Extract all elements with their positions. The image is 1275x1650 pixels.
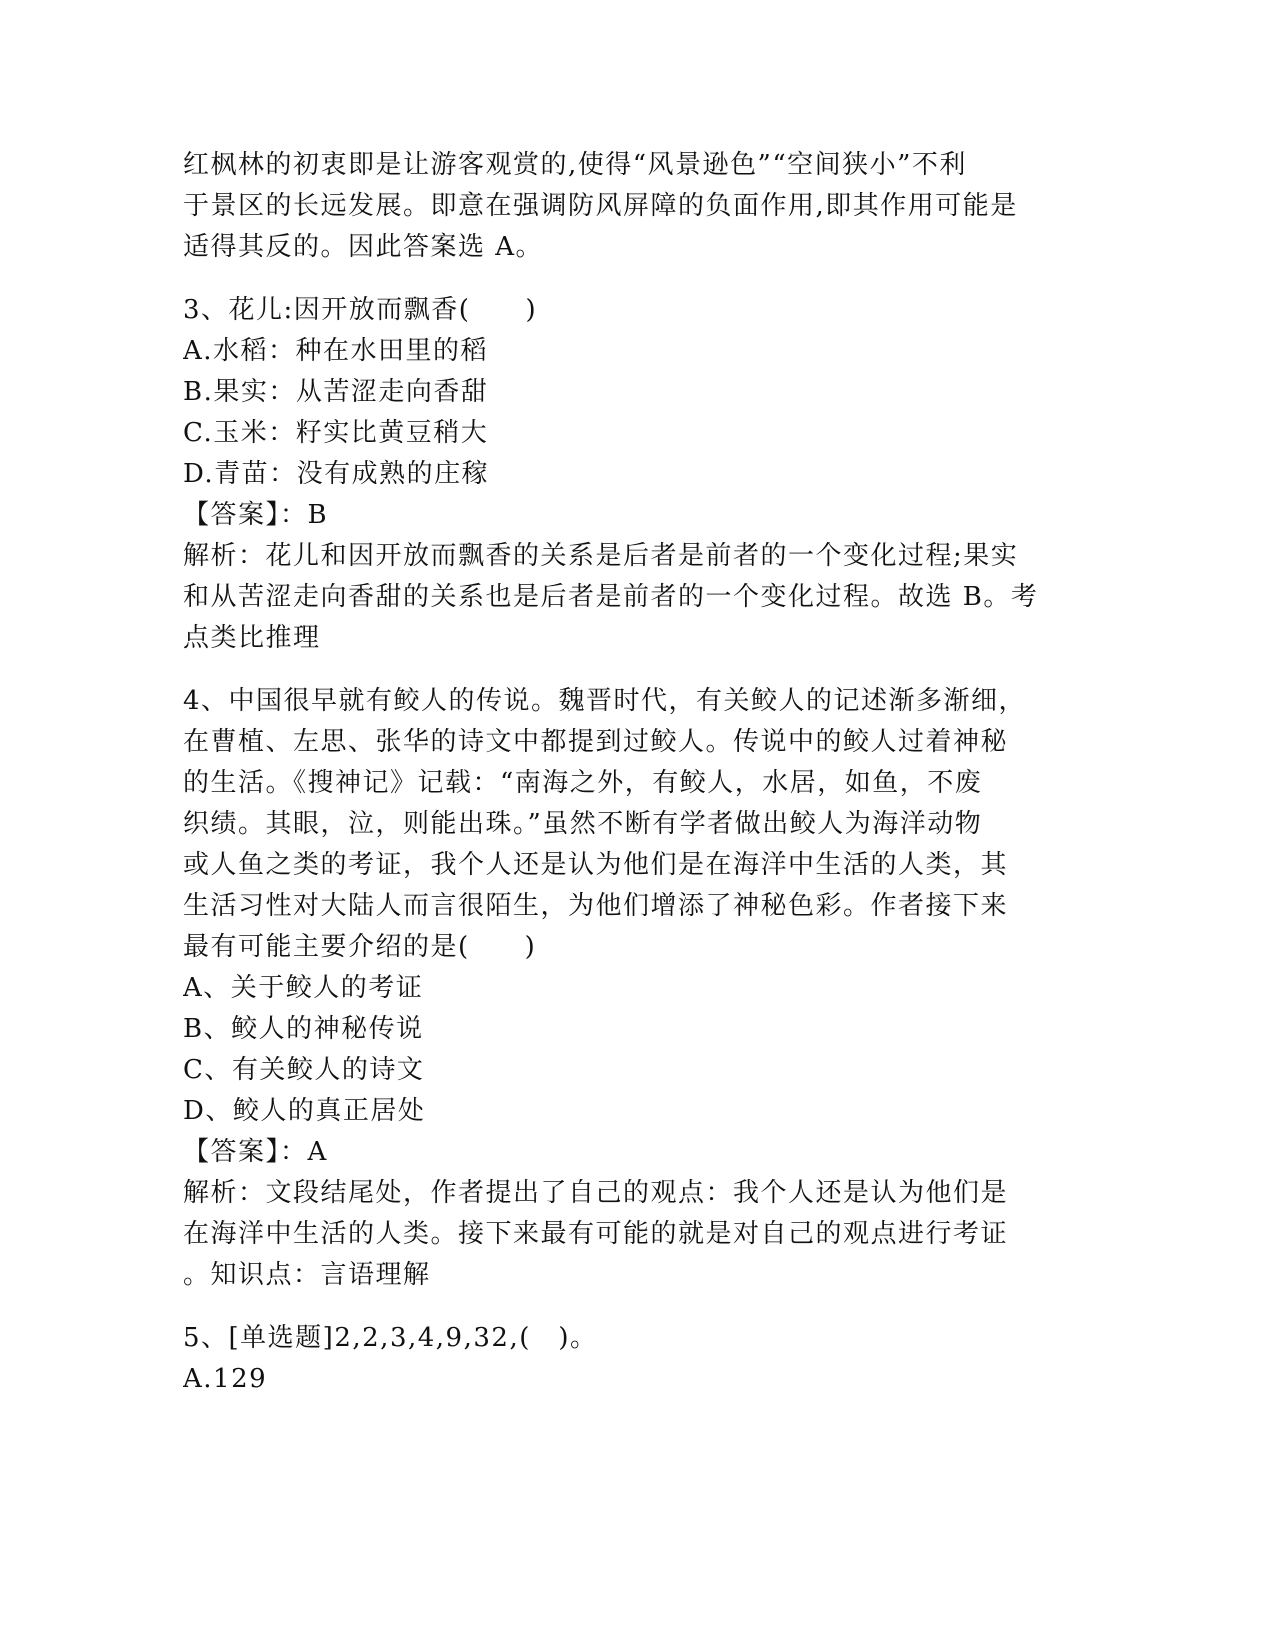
option-a: A.水稻：种在水田里的稻	[183, 336, 489, 366]
question-4	[183, 681, 1063, 1296]
option-a: A.129	[183, 1364, 268, 1394]
question-5	[183, 1318, 1063, 1400]
question-stem-line: 4、中国很早就有鲛人的传说。魏晋时代，有关鲛人的记述渐多渐细，	[183, 686, 1027, 716]
intro-explanation	[183, 145, 1063, 268]
option-b: B.果实：从苦涩走向香甜	[183, 377, 489, 407]
analysis-line: 在海洋中生活的人类。接下来最有可能的就是对自己的观点进行考证	[183, 1219, 1009, 1249]
option-c: C、有关鲛人的诗文	[183, 1055, 425, 1085]
question-stem-line: 最有可能主要介绍的是( )	[183, 932, 537, 962]
analysis-line: 解析：文段结尾处，作者提出了自己的观点：我个人还是认为他们是	[183, 1178, 1009, 1208]
question-3	[183, 290, 1063, 659]
question-stem: 5、[单选题]2,2,3,4,9,32,( )。	[183, 1323, 598, 1353]
analysis-line: 和从苦涩走向香甜的关系也是后者是前者的一个变化过程。故选 B。考	[183, 582, 1039, 612]
option-d: D.青苗：没有成熟的庄稼	[183, 459, 490, 489]
answer-line: 【答案】：A	[183, 1137, 328, 1167]
analysis-line: 点类比推理	[183, 623, 321, 653]
paragraph-line: 于景区的长远发展。即意在强调防风屏障的负面作用,即其作用可能是	[183, 191, 1018, 221]
option-b: B、鲛人的神秘传说	[183, 1014, 424, 1044]
question-stem-line: 在曹植、左思、张华的诗文中都提到过鲛人。传说中的鲛人过着神秘	[183, 727, 1009, 757]
answer-line: 【答案】：B	[183, 500, 329, 530]
question-stem-line: 或人鱼之类的考证，我个人还是认为他们是在海洋中生活的人类，其	[183, 850, 1009, 880]
analysis-line: 解析：花儿和因开放而飘香的关系是后者是前者的一个变化过程;果实	[183, 541, 1019, 571]
document-content	[183, 145, 1063, 1400]
option-a: A、关于鲛人的考证	[183, 973, 424, 1003]
option-c: C.玉米：籽实比黄豆稍大	[183, 418, 489, 448]
question-stem: 3、花儿:因开放而飘香( )	[183, 295, 538, 325]
paragraph-line: 适得其反的。因此答案选 A。	[183, 232, 544, 262]
option-d: D、鲛人的真正居处	[183, 1096, 426, 1126]
question-stem-line: 织绩。其眼，泣，则能出珠。”虽然不断有学者做出鲛人为海洋动物	[183, 809, 983, 839]
question-stem-line: 生活习性对大陆人而言很陌生，为他们增添了神秘色彩。作者接下来	[183, 891, 1009, 921]
analysis-line: 。知识点：言语理解	[183, 1260, 431, 1290]
paragraph-line: 红枫林的初衷即是让游客观赏的,使得“风景逊色”“空间狭小”不利	[183, 150, 967, 180]
question-stem-line: 的生活。《搜神记》记载：“南海之外，有鲛人，水居，如鱼，不废	[183, 768, 983, 798]
